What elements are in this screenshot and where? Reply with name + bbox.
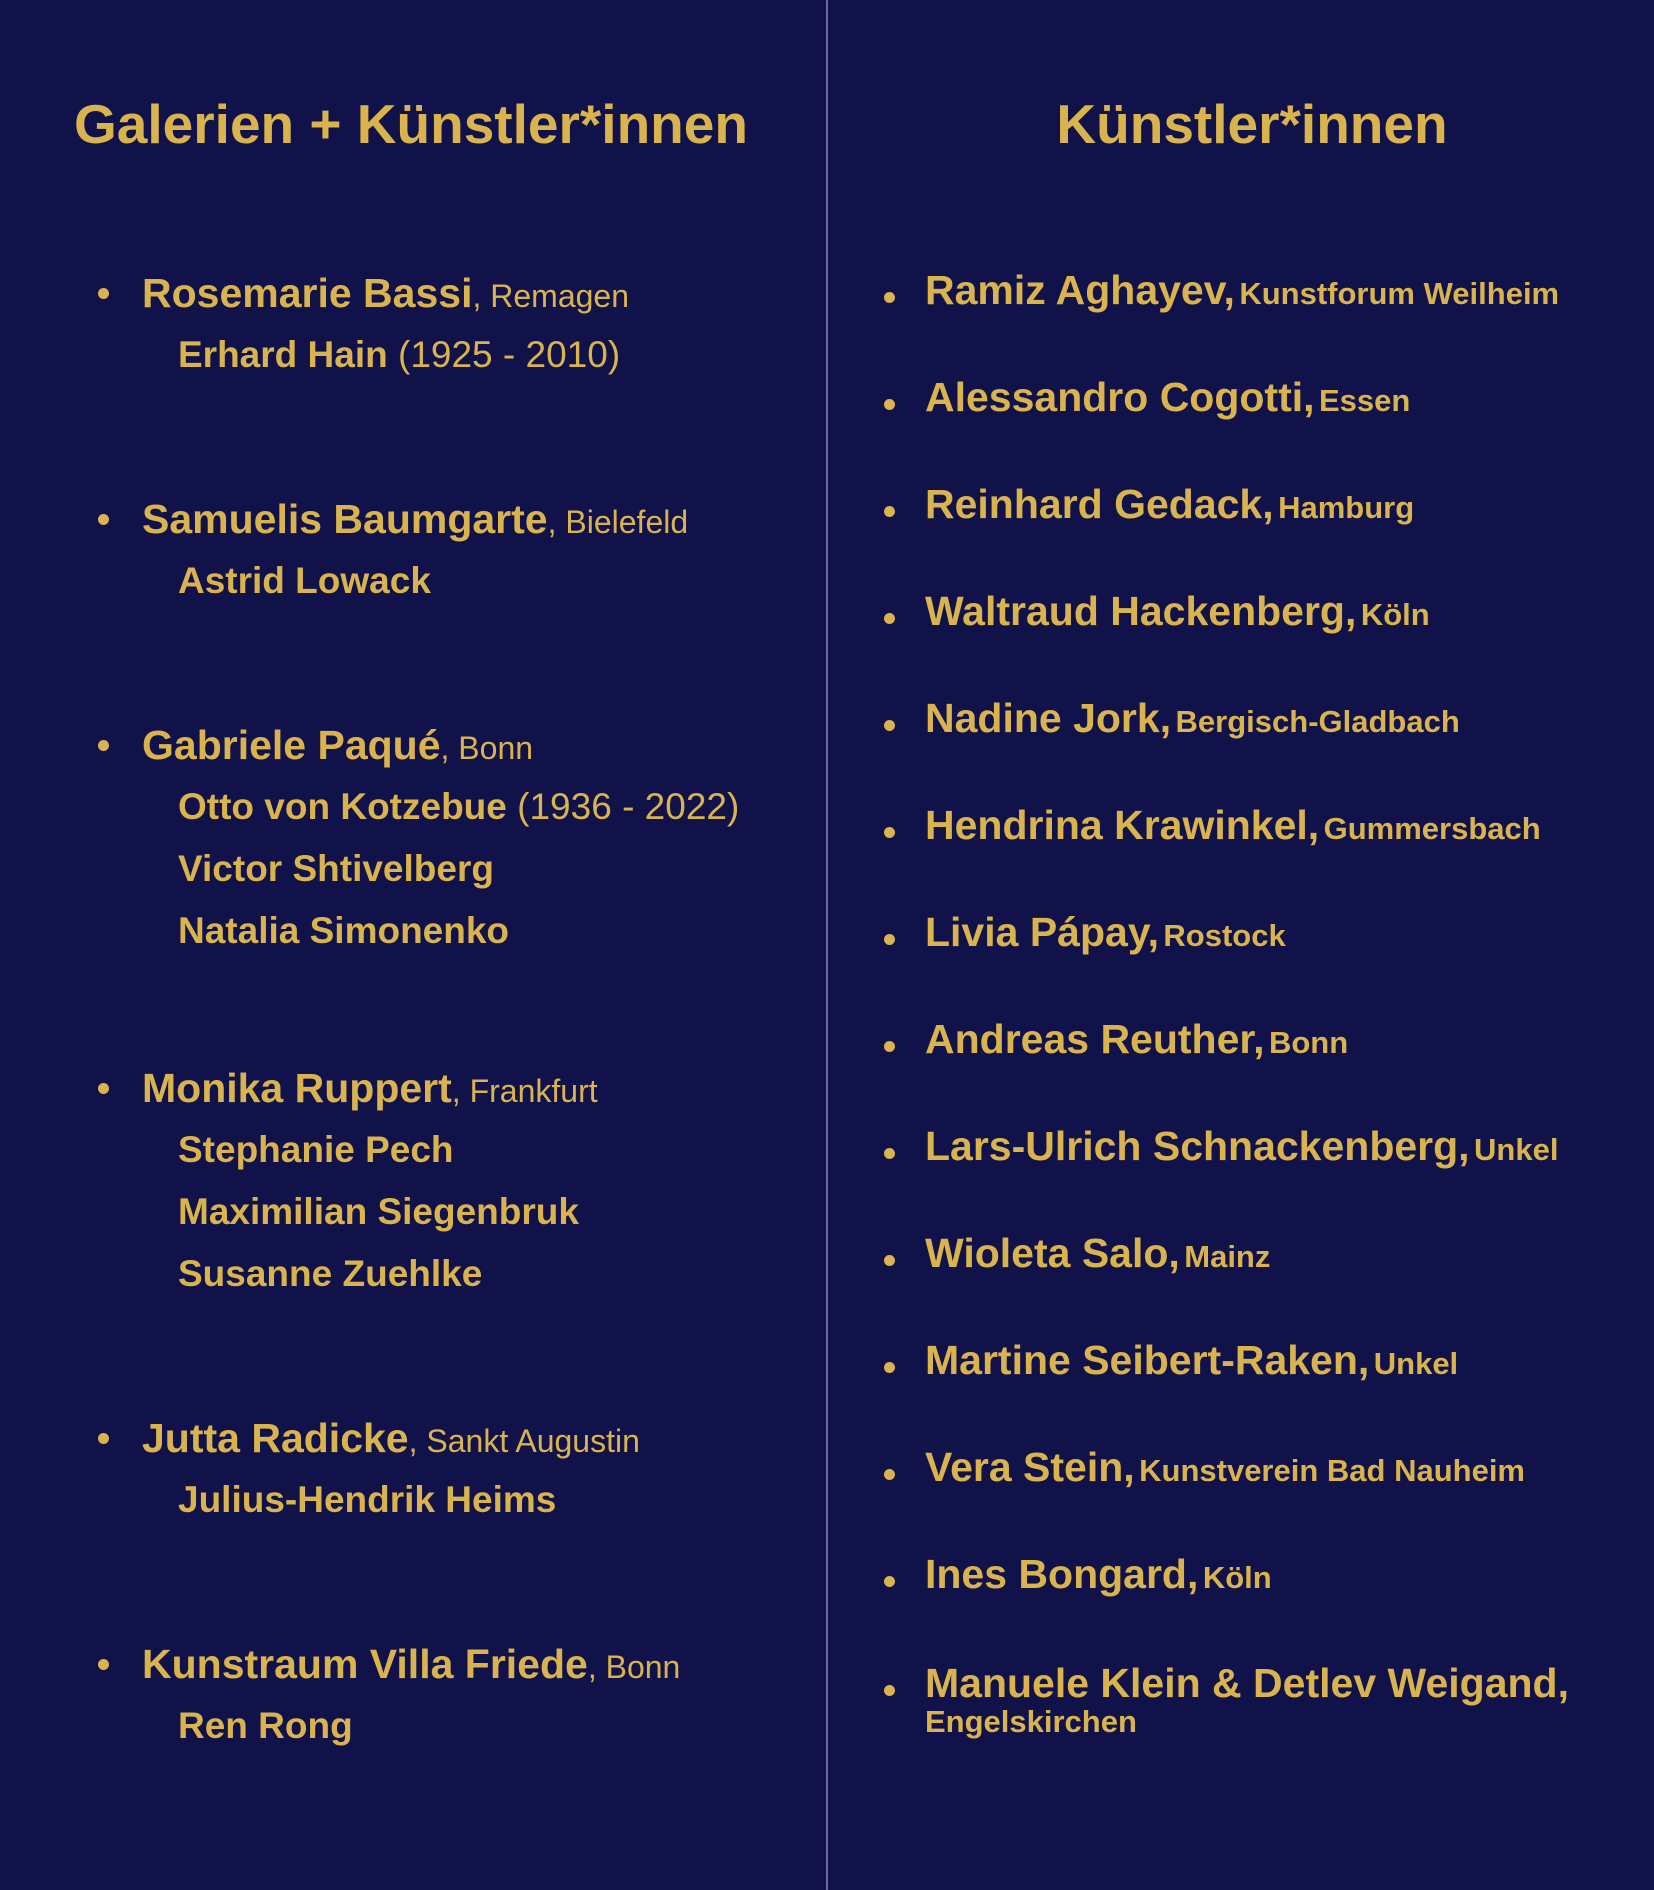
artist-item (828, 902, 1654, 962)
gallery-name: Jutta Radicke (142, 1415, 409, 1461)
gallery-city: Sankt Augustin (426, 1423, 640, 1459)
artist-city: Rostock (1163, 918, 1286, 953)
gallery-artist (0, 1119, 826, 1181)
artist-item (828, 1437, 1654, 1497)
bullet-icon (98, 1659, 109, 1670)
bullet-icon (884, 1255, 895, 1266)
artist-city: Gummersbach (1323, 811, 1541, 846)
artist-years: (1925 - 2010) (398, 334, 621, 375)
bullet-icon (884, 1148, 895, 1159)
artist-city: Engelskirchen (925, 1704, 1137, 1739)
gallery-entry (0, 1057, 826, 1305)
artists-column (828, 0, 1654, 1890)
separator: , (440, 730, 459, 766)
artist-item (828, 1009, 1654, 1069)
artist-name: Reinhard Gedack, (925, 481, 1274, 527)
artist-name: Andreas Reuther, (925, 1016, 1265, 1062)
gallery-artist (0, 838, 826, 900)
gallery-headline (0, 1057, 826, 1119)
artist-name: Natalia Simonenko (178, 910, 510, 951)
artist-name: Wioleta Salo, (925, 1230, 1180, 1276)
artist-name: Hendrina Krawinkel, (925, 802, 1320, 848)
gallery-name: Rosemarie Bassi (142, 270, 473, 316)
gallery-headline (0, 488, 826, 550)
gallery-artist (0, 900, 826, 962)
gallery-artist (0, 776, 826, 838)
gallery-artist (0, 1181, 826, 1243)
gallery-entry (0, 1407, 826, 1531)
artist-name: Vera Stein, (925, 1444, 1135, 1490)
artist-city: Essen (1318, 383, 1411, 418)
gallery-entry (0, 262, 826, 386)
artist-item (828, 1116, 1654, 1176)
artist-item (828, 581, 1654, 641)
gallery-city: Frankfurt (469, 1073, 598, 1109)
bullet-icon (884, 1685, 895, 1696)
gallery-artist (0, 1469, 826, 1531)
artist-item (828, 1223, 1654, 1283)
bullet-icon (884, 1469, 895, 1480)
artist-name: Astrid Lowack (178, 560, 431, 601)
gallery-artist (0, 1243, 826, 1305)
artist-name: Julius-Hendrik Heims (178, 1479, 557, 1520)
bullet-icon (884, 1576, 895, 1587)
gallery-entry (0, 488, 826, 612)
artist-city: Kunstverein Bad Nauheim (1139, 1453, 1525, 1488)
artist-name: Stephanie Pech (178, 1129, 454, 1170)
artist-name: Livia Pápay, (925, 909, 1159, 955)
gallery-headline (0, 262, 826, 324)
gallery-name: Gabriele Paqué (142, 722, 441, 768)
bullet-icon (884, 827, 895, 838)
artist-name: Susanne Zuehlke (178, 1253, 483, 1294)
bullet-icon (98, 514, 109, 525)
bullet-icon (884, 1041, 895, 1052)
artist-name: Manuele Klein & Detlev Weigand, (925, 1660, 1569, 1706)
gallery-city: Bielefeld (565, 504, 689, 540)
gallery-city: Bonn (605, 1649, 681, 1685)
artists-heading: Künstler*innen (1056, 93, 1448, 155)
gallery-headline (0, 714, 826, 776)
artist-item (828, 688, 1654, 748)
gallery-entry (0, 714, 826, 962)
gallery-city: Remagen (490, 278, 629, 314)
artist-city: Mainz (1184, 1239, 1271, 1274)
separator: , (408, 1423, 427, 1459)
artist-name: Alessandro Cogotti, (925, 374, 1315, 420)
artist-name: Otto von Kotzebue (178, 786, 507, 827)
bullet-icon (98, 1083, 109, 1094)
bullet-icon (884, 506, 895, 517)
gallery-artist (0, 550, 826, 612)
artist-name: Waltraud Hackenberg, (925, 588, 1357, 634)
bullet-icon (98, 740, 109, 751)
artist-name: Erhard Hain (178, 334, 388, 375)
gallery-name: Samuelis Baumgarte (142, 496, 548, 542)
artist-item (828, 474, 1654, 534)
galleries-heading: Galerien + Künstler*innen (74, 93, 748, 155)
galleries-column (0, 0, 826, 1890)
artist-name: Ines Bongard, (925, 1551, 1199, 1597)
artist-item (828, 367, 1654, 427)
artist-name: Ramiz Aghayev, (925, 267, 1235, 313)
artist-city: Unkel (1373, 1346, 1459, 1381)
artist-city: Bergisch-Gladbach (1175, 704, 1460, 739)
artist-item (828, 795, 1654, 855)
bullet-icon (98, 1433, 109, 1444)
artist-name: Nadine Jork, (925, 695, 1172, 741)
artist-city: Unkel (1474, 1132, 1559, 1167)
artist-item (828, 1653, 1654, 1741)
artist-name: Lars-Ulrich Schnackenberg, (925, 1123, 1470, 1169)
bullet-icon (884, 720, 895, 731)
artist-city: Kunstforum Weilheim (1239, 276, 1560, 311)
bullet-icon (884, 1362, 895, 1373)
gallery-artist (0, 324, 826, 386)
artist-name: Martine Seibert-Raken, (925, 1337, 1370, 1383)
separator: , (472, 278, 491, 314)
gallery-artist (0, 1695, 826, 1757)
artist-item (828, 1330, 1654, 1390)
artist-name: Ren Rong (178, 1705, 353, 1746)
artist-item (828, 1544, 1654, 1604)
bullet-icon (884, 292, 895, 303)
bullet-icon (98, 288, 109, 299)
gallery-entry (0, 1633, 826, 1757)
gallery-headline (0, 1633, 826, 1695)
artist-city: Köln (1202, 1560, 1272, 1595)
artist-city: Hamburg (1278, 490, 1415, 525)
gallery-name: Monika Ruppert (142, 1065, 452, 1111)
gallery-headline (0, 1407, 826, 1469)
artist-name: Maximilian Siegenbruk (178, 1191, 579, 1232)
gallery-city: Bonn (458, 730, 534, 766)
bullet-icon (884, 934, 895, 945)
separator: , (451, 1073, 470, 1109)
artist-item (828, 260, 1654, 320)
bullet-icon (884, 399, 895, 410)
separator: , (587, 1649, 606, 1685)
artist-years: (1936 - 2022) (517, 786, 740, 827)
separator: , (547, 504, 566, 540)
artist-city: Köln (1360, 597, 1430, 632)
gallery-name: Kunstraum Villa Friede (142, 1641, 588, 1687)
bullet-icon (884, 613, 895, 624)
artist-name: Victor Shtivelberg (178, 848, 494, 889)
artist-city: Bonn (1268, 1025, 1349, 1060)
